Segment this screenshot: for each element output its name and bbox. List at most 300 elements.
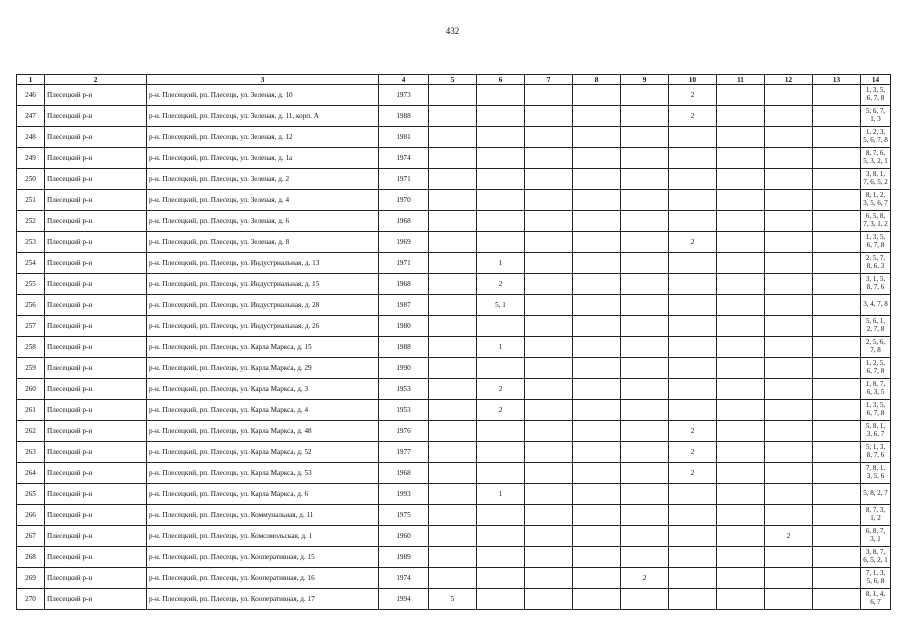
table-row (17, 127, 891, 148)
cell-col-11 (717, 484, 765, 505)
cell-col-9 (621, 106, 669, 127)
cell-district: Плесецкий р-н (45, 568, 147, 589)
cell-col-6 (477, 85, 525, 106)
cell-year: 1974 (379, 148, 429, 169)
cell-col-14: 5, 6, 7, 1, 3 (861, 106, 891, 127)
cell-address: р-н. Плесецкий, рп. Плесецк, ул. Зеленая, д. 10 (147, 85, 379, 106)
cell-col-11 (717, 106, 765, 127)
cell-col-8 (573, 421, 621, 442)
cell-col-14: 3, 4, 7, 8 (861, 295, 891, 316)
cell-col-7 (525, 169, 573, 190)
cell-col-11 (717, 463, 765, 484)
cell-year: 1968 (379, 211, 429, 232)
cell-district: Плесецкий р-н (45, 442, 147, 463)
cell-col-7 (525, 589, 573, 610)
cell-col-6 (477, 211, 525, 232)
cell-district: Плесецкий р-н (45, 211, 147, 232)
cell-col-9 (621, 169, 669, 190)
cell-col-9 (621, 211, 669, 232)
cell-col-11 (717, 547, 765, 568)
cell-year: 1988 (379, 337, 429, 358)
cell-address: р-н. Плесецкий, рп. Плесецк, ул. Карла Маркса, д. 4 (147, 400, 379, 421)
cell-col-7 (525, 442, 573, 463)
cell-row-number: 247 (17, 106, 45, 127)
cell-row-number: 265 (17, 484, 45, 505)
cell-col-5 (429, 211, 477, 232)
cell-col-13 (813, 484, 861, 505)
cell-col-13 (813, 463, 861, 484)
table-row (17, 379, 891, 400)
cell-district: Плесецкий р-н (45, 421, 147, 442)
cell-col-9 (621, 505, 669, 526)
cell-col-11 (717, 148, 765, 169)
cell-address: р-н. Плесецкий, рп. Плесецк, ул. Кооперативная, д. 15 (147, 547, 379, 568)
cell-col-12 (765, 379, 813, 400)
cell-col-13 (813, 106, 861, 127)
cell-col-12 (765, 568, 813, 589)
cell-col-11 (717, 274, 765, 295)
cell-col-5 (429, 232, 477, 253)
cell-district: Плесецкий р-н (45, 505, 147, 526)
cell-col-14: 8, 1, 2, 3, 5, 6, 7 (861, 190, 891, 211)
cell-row-number: 259 (17, 358, 45, 379)
cell-col-14: 1, 3, 5, 6, 7, 8 (861, 232, 891, 253)
cell-col-9 (621, 127, 669, 148)
cell-col-8 (573, 547, 621, 568)
cell-year: 1973 (379, 85, 429, 106)
cell-year: 1990 (379, 358, 429, 379)
cell-col-8 (573, 484, 621, 505)
cell-col-12 (765, 358, 813, 379)
cell-col-14: 3, 8, 1, 7, 6, 5, 2 (861, 169, 891, 190)
cell-col-7 (525, 295, 573, 316)
cell-address: р-н. Плесецкий, рп. Плесецк, ул. Кооперативная, д. 16 (147, 568, 379, 589)
cell-col-13 (813, 190, 861, 211)
cell-col-13 (813, 358, 861, 379)
cell-col-11 (717, 253, 765, 274)
cell-col-13 (813, 148, 861, 169)
cell-col-7 (525, 400, 573, 421)
cell-col-11 (717, 421, 765, 442)
cell-col-9 (621, 253, 669, 274)
table-row (17, 295, 891, 316)
cell-col-5 (429, 379, 477, 400)
cell-col-8 (573, 106, 621, 127)
cell-col-12 (765, 505, 813, 526)
cell-col-5 (429, 274, 477, 295)
cell-col-10 (669, 190, 717, 211)
cell-address: р-н. Плесецкий, рп. Плесецк, ул. Зеленая, д. 6 (147, 211, 379, 232)
cell-col-5 (429, 463, 477, 484)
cell-row-number: 250 (17, 169, 45, 190)
cell-col-10: 2 (669, 232, 717, 253)
table-row (17, 421, 891, 442)
cell-col-10: 2 (669, 463, 717, 484)
table-row (17, 106, 891, 127)
cell-col-12 (765, 211, 813, 232)
cell-col-13 (813, 316, 861, 337)
cell-col-14: 5, 1, 3, 8, 7, 6 (861, 442, 891, 463)
table-row (17, 148, 891, 169)
cell-col-8 (573, 589, 621, 610)
cell-col-9 (621, 85, 669, 106)
cell-year: 1987 (379, 295, 429, 316)
cell-col-5 (429, 148, 477, 169)
cell-year: 1971 (379, 253, 429, 274)
cell-address: р-н. Плесецкий, рп. Плесецк, ул. Карла Маркса, д. 3 (147, 379, 379, 400)
cell-year: 1988 (379, 106, 429, 127)
cell-col-14: 3, 1, 5, 8, 7, 6 (861, 274, 891, 295)
cell-col-12 (765, 442, 813, 463)
table-row (17, 253, 891, 274)
cell-col-12: 2 (765, 526, 813, 547)
cell-col-12 (765, 547, 813, 568)
cell-address: р-н. Плесецкий, рп. Плесецк, ул. Карла Маркса, д. 53 (147, 463, 379, 484)
cell-col-6 (477, 463, 525, 484)
cell-col-13 (813, 337, 861, 358)
cell-col-10: 2 (669, 421, 717, 442)
cell-col-6 (477, 505, 525, 526)
cell-col-5 (429, 505, 477, 526)
table-row (17, 274, 891, 295)
table-row (17, 568, 891, 589)
table-row (17, 358, 891, 379)
cell-row-number: 270 (17, 589, 45, 610)
cell-col-6: 2 (477, 274, 525, 295)
cell-col-8 (573, 316, 621, 337)
cell-col-12 (765, 295, 813, 316)
table-row (17, 505, 891, 526)
cell-address: р-н. Плесецкий, рп. Плесецк, ул. Зеленая, д. 2 (147, 169, 379, 190)
cell-address: р-н. Плесецкий, рп. Плесецк, ул. Зеленая, д. 1а (147, 148, 379, 169)
column-header-12: 12 (765, 75, 813, 85)
cell-col-5 (429, 400, 477, 421)
cell-row-number: 255 (17, 274, 45, 295)
cell-col-12 (765, 274, 813, 295)
cell-col-7 (525, 505, 573, 526)
cell-year: 1976 (379, 421, 429, 442)
cell-col-11 (717, 526, 765, 547)
cell-col-11 (717, 190, 765, 211)
cell-col-10 (669, 316, 717, 337)
cell-year: 1975 (379, 505, 429, 526)
cell-district: Плесецкий р-н (45, 547, 147, 568)
cell-col-9 (621, 484, 669, 505)
cell-col-10 (669, 400, 717, 421)
cell-col-7 (525, 358, 573, 379)
cell-year: 1968 (379, 463, 429, 484)
cell-col-9 (621, 379, 669, 400)
cell-address: р-н. Плесецкий, рп. Плесецк, ул. Зеленая, д. 4 (147, 190, 379, 211)
cell-col-9: 2 (621, 568, 669, 589)
cell-col-8 (573, 295, 621, 316)
cell-district: Плесецкий р-н (45, 148, 147, 169)
cell-col-6: 2 (477, 400, 525, 421)
cell-col-9 (621, 337, 669, 358)
cell-col-5 (429, 547, 477, 568)
cell-col-10: 2 (669, 106, 717, 127)
cell-col-14: 5, 8, 2, 7 (861, 484, 891, 505)
cell-col-12 (765, 421, 813, 442)
cell-col-5 (429, 127, 477, 148)
cell-col-12 (765, 337, 813, 358)
cell-year: 1968 (379, 274, 429, 295)
cell-col-11 (717, 379, 765, 400)
cell-district: Плесецкий р-н (45, 337, 147, 358)
cell-row-number: 269 (17, 568, 45, 589)
cell-col-10 (669, 169, 717, 190)
table-row (17, 484, 891, 505)
table-row (17, 190, 891, 211)
cell-col-13 (813, 274, 861, 295)
cell-address: р-н. Плесецкий, рп. Плесецк, ул. Индустриальная, д. 15 (147, 274, 379, 295)
cell-row-number: 262 (17, 421, 45, 442)
cell-row-number: 264 (17, 463, 45, 484)
cell-col-7 (525, 106, 573, 127)
cell-col-14: 1, 3, 5, 6, 7, 8 (861, 400, 891, 421)
cell-district: Плесецкий р-н (45, 400, 147, 421)
column-header-4: 4 (379, 75, 429, 85)
cell-col-10 (669, 379, 717, 400)
cell-col-7 (525, 316, 573, 337)
cell-col-8 (573, 463, 621, 484)
cell-address: р-н. Плесецкий, рп. Плесецк, ул. Зеленая, д. 12 (147, 127, 379, 148)
cell-col-7 (525, 253, 573, 274)
cell-col-9 (621, 295, 669, 316)
cell-year: 1989 (379, 547, 429, 568)
cell-col-10 (669, 547, 717, 568)
cell-col-10 (669, 253, 717, 274)
cell-row-number: 267 (17, 526, 45, 547)
cell-col-6 (477, 568, 525, 589)
cell-year: 1977 (379, 442, 429, 463)
cell-year: 1980 (379, 316, 429, 337)
cell-col-9 (621, 232, 669, 253)
cell-col-9 (621, 316, 669, 337)
cell-col-8 (573, 568, 621, 589)
cell-col-12 (765, 85, 813, 106)
cell-col-14: 8, 7, 3, 1, 2 (861, 505, 891, 526)
cell-address: р-н. Плесецкий, рп. Плесецк, ул. Карла Маркса, д. 52 (147, 442, 379, 463)
cell-col-7 (525, 463, 573, 484)
cell-col-13 (813, 253, 861, 274)
cell-district: Плесецкий р-н (45, 106, 147, 127)
cell-col-6: 1 (477, 337, 525, 358)
cell-district: Плесецкий р-н (45, 589, 147, 610)
cell-row-number: 254 (17, 253, 45, 274)
cell-col-5 (429, 316, 477, 337)
cell-col-11 (717, 589, 765, 610)
cell-row-number: 251 (17, 190, 45, 211)
cell-row-number: 256 (17, 295, 45, 316)
table-row (17, 589, 891, 610)
cell-col-5 (429, 337, 477, 358)
cell-col-5 (429, 358, 477, 379)
cell-col-13 (813, 169, 861, 190)
cell-col-5 (429, 190, 477, 211)
cell-col-6: 1 (477, 484, 525, 505)
cell-col-10 (669, 274, 717, 295)
cell-col-5 (429, 85, 477, 106)
cell-col-10: 2 (669, 85, 717, 106)
cell-year: 1969 (379, 232, 429, 253)
cell-col-12 (765, 253, 813, 274)
cell-col-7 (525, 148, 573, 169)
cell-address: р-н. Плесецкий, рп. Плесецк, ул. Карла Маркса, д. 29 (147, 358, 379, 379)
cell-col-10 (669, 526, 717, 547)
cell-col-5 (429, 568, 477, 589)
cell-col-8 (573, 127, 621, 148)
table-header (17, 75, 891, 85)
cell-col-6 (477, 127, 525, 148)
cell-district: Плесецкий р-н (45, 316, 147, 337)
cell-district: Плесецкий р-н (45, 295, 147, 316)
cell-row-number: 261 (17, 400, 45, 421)
cell-col-6: 1 (477, 253, 525, 274)
cell-col-10 (669, 148, 717, 169)
cell-col-6 (477, 421, 525, 442)
cell-col-14: 2, 5, 7, 8, 6, 3 (861, 253, 891, 274)
cell-col-8 (573, 379, 621, 400)
cell-col-13 (813, 232, 861, 253)
cell-district: Плесецкий р-н (45, 274, 147, 295)
cell-col-7 (525, 421, 573, 442)
cell-col-11 (717, 337, 765, 358)
cell-col-12 (765, 400, 813, 421)
table-row (17, 400, 891, 421)
cell-col-13 (813, 589, 861, 610)
cell-col-5 (429, 295, 477, 316)
cell-address: р-н. Плесецкий, рп. Плесецк, ул. Кооперативная, д. 17 (147, 589, 379, 610)
cell-row-number: 248 (17, 127, 45, 148)
cell-address: р-н. Плесецкий, рп. Плесецк, ул. Зеленая, д. 8 (147, 232, 379, 253)
column-header-10: 10 (669, 75, 717, 85)
cell-col-11 (717, 400, 765, 421)
cell-district: Плесецкий р-н (45, 358, 147, 379)
cell-col-6 (477, 442, 525, 463)
cell-col-11 (717, 211, 765, 232)
cell-col-14: 1, 8, 7, 6, 3, 5 (861, 379, 891, 400)
column-header-9: 9 (621, 75, 669, 85)
cell-col-13 (813, 85, 861, 106)
cell-col-6 (477, 106, 525, 127)
cell-col-10 (669, 505, 717, 526)
cell-col-10 (669, 127, 717, 148)
cell-col-10 (669, 589, 717, 610)
cell-address: р-н. Плесецкий, рп. Плесецк, ул. Карла Маркса, д. 48 (147, 421, 379, 442)
page-number: 432 (445, 26, 460, 36)
cell-col-10: 2 (669, 442, 717, 463)
cell-col-13 (813, 127, 861, 148)
cell-year: 1953 (379, 400, 429, 421)
cell-col-14: 6, 5, 8, 7, 3, 1, 2 (861, 211, 891, 232)
cell-col-7 (525, 127, 573, 148)
cell-col-9 (621, 442, 669, 463)
cell-col-11 (717, 316, 765, 337)
cell-col-9 (621, 463, 669, 484)
cell-col-8 (573, 211, 621, 232)
column-header-6: 6 (477, 75, 525, 85)
cell-col-12 (765, 589, 813, 610)
cell-col-13 (813, 442, 861, 463)
cell-col-14: 3, 8, 7, 6, 5, 2, 1 (861, 547, 891, 568)
cell-col-5 (429, 169, 477, 190)
cell-col-12 (765, 190, 813, 211)
cell-col-14: 7, 1, 3, 5, 6, 8 (861, 568, 891, 589)
cell-col-13 (813, 421, 861, 442)
cell-col-10 (669, 295, 717, 316)
cell-col-13 (813, 526, 861, 547)
cell-address: р-н. Плесецкий, рп. Плесецк, ул. Индустриальная, д. 28 (147, 295, 379, 316)
cell-col-7 (525, 232, 573, 253)
cell-col-11 (717, 169, 765, 190)
table-body (17, 85, 891, 610)
cell-col-10 (669, 358, 717, 379)
cell-col-11 (717, 232, 765, 253)
column-header-3: 3 (147, 75, 379, 85)
cell-col-6 (477, 316, 525, 337)
cell-col-14: 8, 7, 6, 5, 3, 2, 1 (861, 148, 891, 169)
cell-col-14: 8, 1, 4, 6, 7 (861, 589, 891, 610)
column-header-8: 8 (573, 75, 621, 85)
column-header-2: 2 (45, 75, 147, 85)
cell-col-14: 5, 6, 1, 2, 7, 8 (861, 316, 891, 337)
cell-col-9 (621, 400, 669, 421)
cell-col-8 (573, 274, 621, 295)
cell-col-8 (573, 358, 621, 379)
cell-col-9 (621, 274, 669, 295)
cell-col-7 (525, 379, 573, 400)
cell-col-7 (525, 274, 573, 295)
cell-address: р-н. Плесецкий, рп. Плесецк, ул. Карла Маркса, д. 6 (147, 484, 379, 505)
cell-col-12 (765, 484, 813, 505)
cell-col-13 (813, 295, 861, 316)
table-row (17, 526, 891, 547)
cell-row-number: 258 (17, 337, 45, 358)
cell-col-11 (717, 295, 765, 316)
cell-col-6 (477, 526, 525, 547)
cell-district: Плесецкий р-н (45, 169, 147, 190)
cell-col-13 (813, 568, 861, 589)
cell-col-13 (813, 379, 861, 400)
cell-col-11 (717, 85, 765, 106)
table-row (17, 211, 891, 232)
cell-col-11 (717, 442, 765, 463)
cell-row-number: 263 (17, 442, 45, 463)
cell-col-6 (477, 190, 525, 211)
cell-address: р-н. Плесецкий, рп. Плесецк, ул. Индустриальная, д. 26 (147, 316, 379, 337)
cell-col-10 (669, 484, 717, 505)
cell-year: 1994 (379, 589, 429, 610)
cell-col-7 (525, 547, 573, 568)
cell-row-number: 253 (17, 232, 45, 253)
cell-address: р-н. Плесецкий, рп. Плесецк, ул. Карла Маркса, д. 15 (147, 337, 379, 358)
cell-district: Плесецкий р-н (45, 253, 147, 274)
cell-col-14: 1, 2, 3, 5, 6, 7, 8 (861, 127, 891, 148)
cell-col-8 (573, 442, 621, 463)
cell-col-5: 5 (429, 589, 477, 610)
cell-col-8 (573, 85, 621, 106)
cell-address: р-н. Плесецкий, рп. Плесецк, ул. Коммунальная, д. 11 (147, 505, 379, 526)
column-header-5: 5 (429, 75, 477, 85)
table-row (17, 169, 891, 190)
cell-col-12 (765, 316, 813, 337)
cell-col-8 (573, 400, 621, 421)
cell-col-8 (573, 253, 621, 274)
cell-col-7 (525, 337, 573, 358)
cell-year: 1993 (379, 484, 429, 505)
cell-row-number: 257 (17, 316, 45, 337)
